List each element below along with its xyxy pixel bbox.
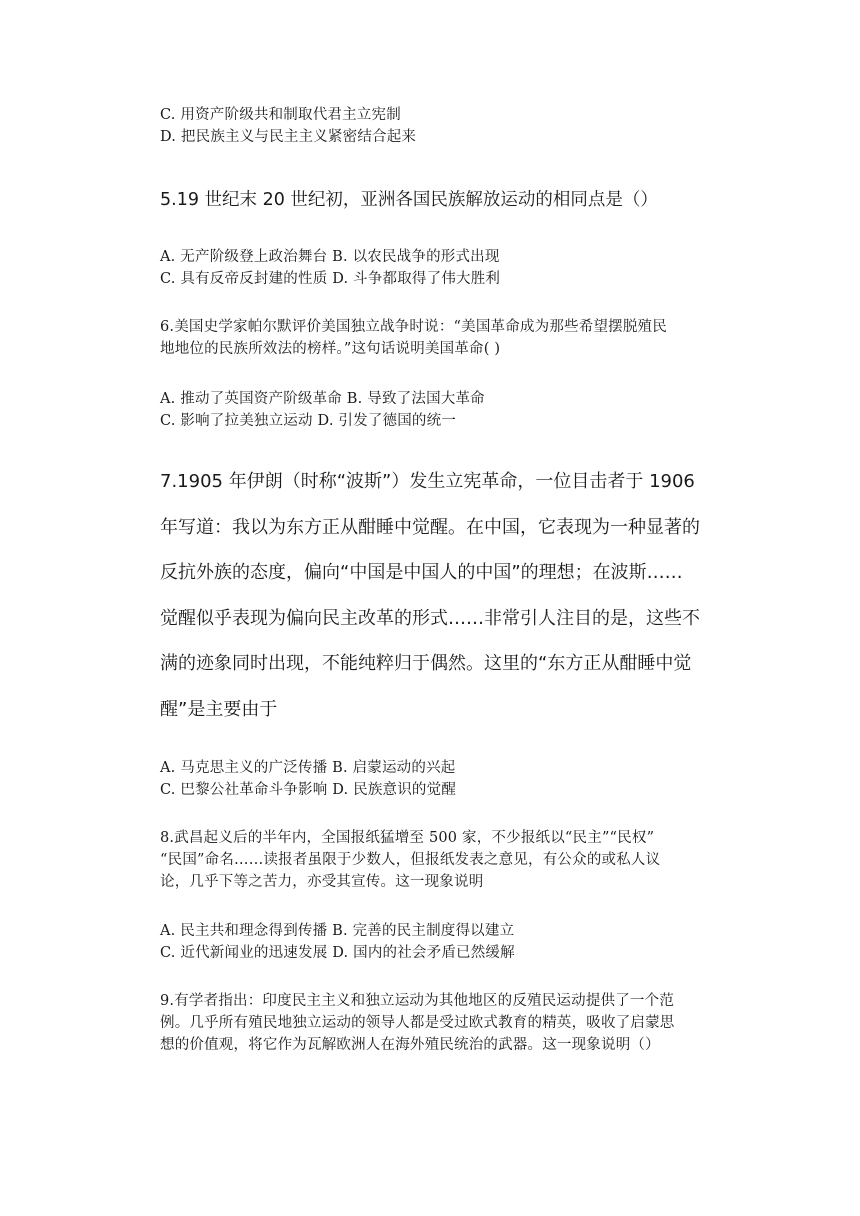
option-d: D. 把民族主义与民主主义紧密结合起来 <box>160 129 417 145</box>
question-5-stem <box>160 187 740 213</box>
question-7-stem <box>160 459 740 732</box>
question-4-options <box>160 104 740 148</box>
question-9-stem <box>160 990 740 1056</box>
options-line-2: C. 具有反帝反封建的性质 D. 斗争都取得了伟大胜利 <box>160 271 501 287</box>
options-line-1: A. 无产阶级登上政治舞台 B. 以农民战争的形式出现 <box>160 249 500 265</box>
question-8-stem <box>160 827 740 893</box>
stem-line-1: 7.1905 年伊朗（时称“波斯”）发生立宪革命，一位目击者于 1906 <box>160 471 695 492</box>
stem-line-1: 8.武昌起义后的半年内，全国报纸猛增至 500 家，不少报纸以“民主”“民权” <box>160 830 655 846</box>
stem-line-2: 例。几乎所有殖民地独立运动的领导人都是受过欧式教育的精英，吸收了启蒙思 <box>160 1015 675 1031</box>
stem-line-2: “民国”命名……读报者虽限于少数人，但报纸发表之意见，有公众的或私人议 <box>160 852 661 868</box>
question-8-options <box>160 920 740 964</box>
stem-line-2: 地地位的民族所效法的榜样。”这句话说明美国革命( ) <box>160 341 501 357</box>
stem-line-1: 6.美国史学家帕尔默评价美国独立战争时说：“美国革命成为那些希望摆脱殖民 <box>160 319 667 335</box>
options-line-1: A. 推动了英国资产阶级革命 B. 导致了法国大革命 <box>160 391 485 407</box>
options-line-1: A. 马克思主义的广泛传播 B. 启蒙运动的兴起 <box>160 760 456 776</box>
stem-line-5: 满的迹象同时出现，不能纯粹归于偶然。这里的“东方正从酣睡中觉 <box>160 653 692 674</box>
stem-line-2: 年写道：我以为东方正从酣睡中觉醒。在中国，它表现为一种显著的 <box>160 516 700 538</box>
stem-line-3: 反抗外族的态度，偏向“中国是中国人的中国”的理想；在波斯…… <box>160 562 683 583</box>
question-7-options <box>160 757 740 801</box>
question-6-options <box>160 388 740 432</box>
stem-line-3: 论，几乎下等之苦力，亦受其宣传。这一现象说明 <box>160 874 484 890</box>
question-6-stem <box>160 316 740 360</box>
options-line-2: C. 近代新闻业的迅速发展 D. 国内的社会矛盾已然缓解 <box>160 945 515 961</box>
question-5-stem-text: 5.19 世纪末 20 世纪初，亚洲各国民族解放运动的相同点是（） <box>160 190 658 210</box>
options-line-1: A. 民主共和理念得到传播 B. 完善的民主制度得以建立 <box>160 923 515 939</box>
question-5-options <box>160 246 740 290</box>
stem-line-3: 想的价值观，将它作为瓦解欧洲人在海外殖民统治的武器。这一现象说明（） <box>160 1037 660 1053</box>
stem-line-6: 醒”是主要由于 <box>160 698 278 720</box>
options-line-2: C. 巴黎公社革命斗争影响 D. 民族意识的觉醒 <box>160 782 457 798</box>
option-c: C. 用资产阶级共和制取代君主立宪制 <box>160 107 401 123</box>
stem-line-1: 9.有学者指出：印度民主主义和独立运动为其他地区的反殖民运动提供了一个范 <box>160 993 675 1009</box>
options-line-2: C. 影响了拉美独立运动 D. 引发了德国的统一 <box>160 413 457 429</box>
stem-line-4: 觉醒似乎表现为偏向民主改革的形式……非常引人注目的是，这些不 <box>160 607 700 629</box>
